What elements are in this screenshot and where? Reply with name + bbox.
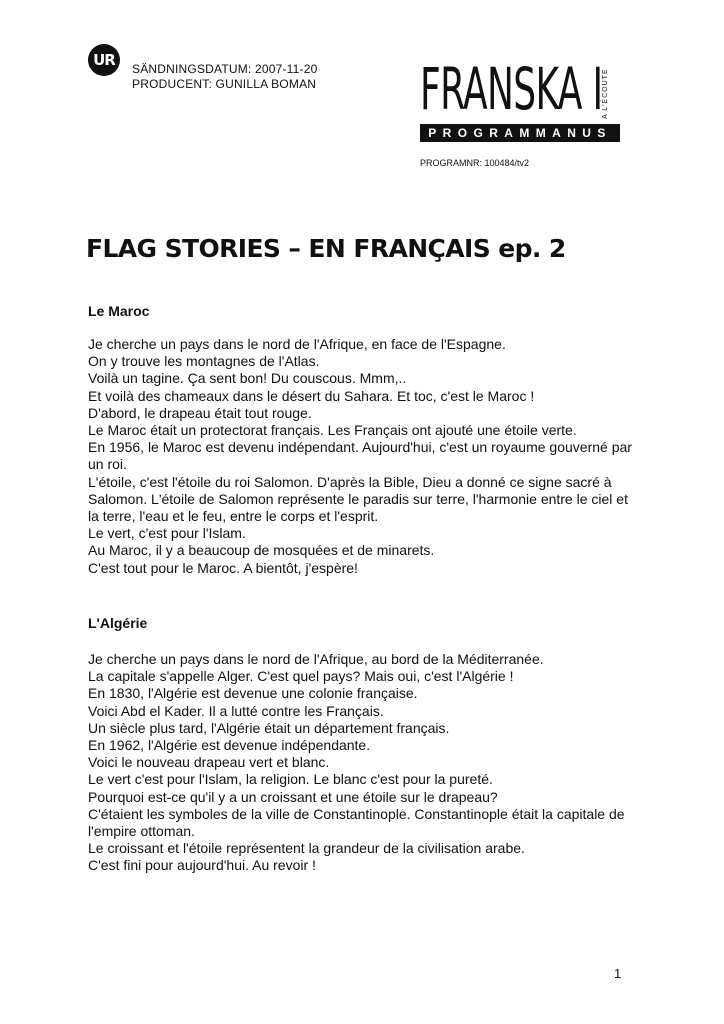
brand-bar: PROGRAMMANUS	[420, 124, 620, 142]
brand-side-text: A L'ÉCOUTE	[602, 68, 609, 120]
section-heading-maroc: Le Maroc	[88, 303, 150, 319]
text-line: Voici le nouveau drapeau vert et blanc.	[88, 754, 330, 771]
text-line: Pourquoi est-ce qu'il y a un croissant et une étoile sur le drapeau?	[88, 788, 498, 805]
text-line: En 1956, le Maroc est devenu indépendant. Aujourd'hui, c'est un royaume gouverné par un roi.	[88, 439, 632, 473]
text-line: En 1962, l'Algérie est devenue indépendante.	[88, 737, 371, 754]
text-line: Et voilà des chameaux dans le désert du Sahara. Et toc, c'est le Maroc !	[88, 387, 535, 404]
text-line: Je cherche un pays dans le nord de l'Afrique, en face de l'Espagne.	[88, 336, 506, 352]
brand-wordmark: FRANSKA I	[420, 55, 603, 123]
page-title: FLAG STORIES – EN FRANÇAIS ep. 2	[86, 234, 566, 263]
page-number: 1	[614, 966, 622, 981]
text-line: D'abord, le drapeau était tout rouge.	[88, 404, 312, 421]
text-line: Le vert, c'est pour l'Islam.	[88, 525, 246, 542]
ur-logo: UR	[88, 44, 120, 76]
text-line: Le Maroc était un protectorat français. Les Français ont ajouté une étoile verte.	[88, 422, 577, 439]
broadcast-date: SÄNDNINGSDATUM: 2007-11-20	[132, 62, 318, 76]
text-line: Je cherche un pays dans le nord de l'Afrique, au bord de la Méditerranée.	[88, 651, 544, 667]
text-line: La capitale s'appelle Alger. C'est quel pays? Mais oui, c'est l'Algérie !	[88, 668, 514, 685]
text-line: C'est fini pour aujourd'hui. Au revoir !	[88, 857, 316, 874]
text-line: Le vert c'est pour l'Islam, la religion. Le blanc c'est pour la pureté.	[88, 771, 493, 788]
document-meta	[132, 62, 317, 92]
section-body-maroc	[88, 336, 636, 577]
text-line: C'est tout pour le Maroc. A bientôt, j'espère!	[88, 559, 358, 576]
text-line: Au Maroc, il y a beaucoup de mosquées et de minarets.	[88, 542, 435, 559]
producer: PRODUCENT: GUNILLA BOMAN	[132, 77, 317, 91]
text-line: Voici Abd el Kader. Il a lutté contre les Français.	[88, 702, 384, 719]
text-line: En 1830, l'Algérie est devenue une colonie française.	[88, 685, 418, 702]
text-line: Un siècle plus tard, l'Algérie était un département français.	[88, 719, 450, 736]
text-line: Voilà un tagine. Ça sent bon! Du couscous. Mmm,..	[88, 370, 407, 387]
text-line: L'étoile, c'est l'étoile du roi Salomon. D'après la Bible, Dieu a donné ce signe sacré à Salomon. L'étoile de Salomon représente le paradis sur terre, l'harmonie entre le ciel et la terre, l'eau et le feu, entre le corps et l'esprit.	[88, 473, 628, 525]
text-line: C'étaient les symboles de la ville de Constantinople. Constantinople était la capitale de l'empire ottoman.	[88, 805, 625, 840]
program-number: PROGRAMNR: 100484/tv2	[420, 158, 530, 168]
text-line: Le croissant et l'étoile représentent la grandeur de la civilisation arabe.	[88, 840, 525, 857]
section-heading-algerie: L'Algérie	[88, 615, 148, 631]
section-body-algerie	[88, 651, 636, 875]
text-line: On y trouve les montagnes de l'Atlas.	[88, 353, 320, 370]
franska-brand-logo	[416, 48, 628, 144]
